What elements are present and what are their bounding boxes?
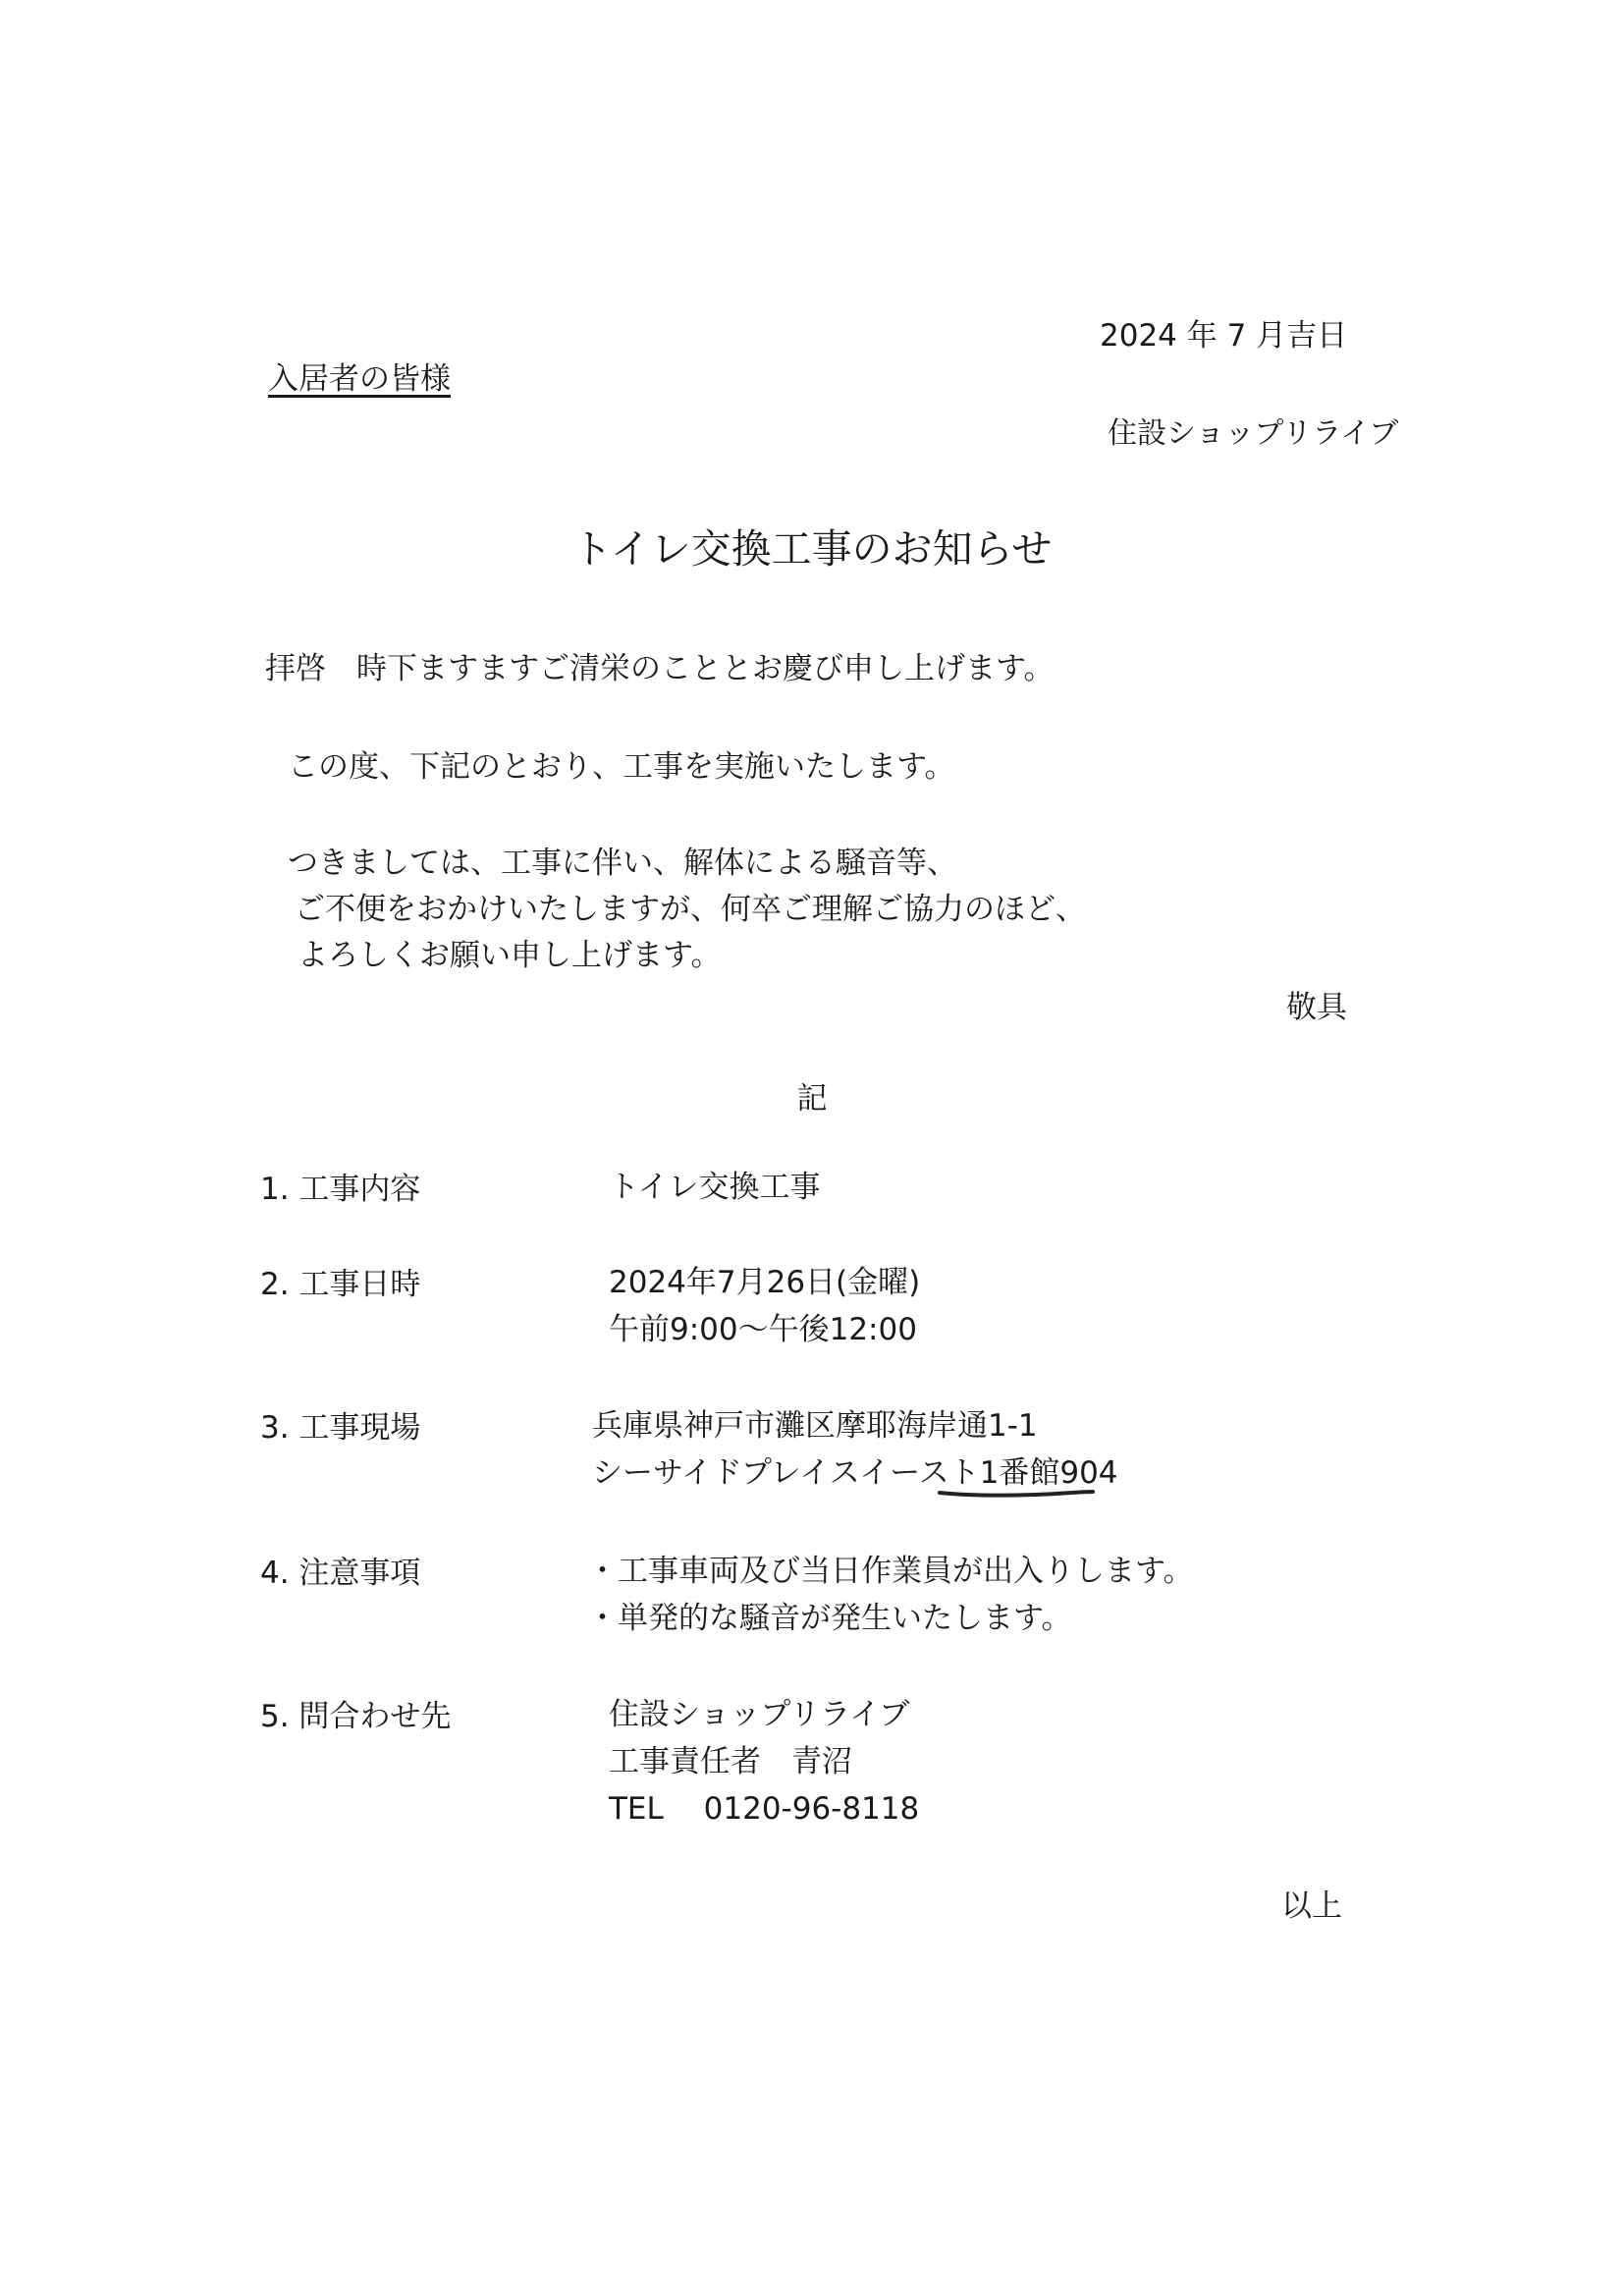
item-label: 2. 工事日時 bbox=[260, 1267, 421, 1302]
item-value: TEL 0120-96-8118 bbox=[609, 1791, 920, 1827]
recipient: 入居者の皆様 bbox=[268, 361, 451, 397]
item-label: 1. 工事内容 bbox=[260, 1172, 421, 1207]
item-value: ・工事車両及び当日作業員が出入りします。 bbox=[587, 1554, 1194, 1589]
handwritten-underline bbox=[938, 1486, 1095, 1500]
item-value: 住設ショップリライブ bbox=[609, 1697, 910, 1732]
paragraph-2-line-1: つきましては、工事に伴い、解体による騒音等、 bbox=[288, 846, 957, 881]
ki-heading: 記 bbox=[796, 1081, 828, 1117]
item-value: 工事責任者 青沼 bbox=[609, 1744, 852, 1779]
item-value: 2024年7月26日(金曜) bbox=[609, 1265, 921, 1300]
document-title: トイレ交換工事のお知らせ bbox=[571, 525, 1053, 573]
item-label: 5. 問合わせ先 bbox=[260, 1699, 452, 1734]
paragraph-2-line-3: よろしくお願い申し上げます。 bbox=[298, 938, 722, 973]
item-label: 4. 注意事項 bbox=[260, 1556, 421, 1591]
greeting: 拝啓 時下ますますご清栄のこととお慶び申し上げます。 bbox=[265, 651, 1055, 686]
item-value: トイレ交換工事 bbox=[609, 1170, 821, 1205]
closing-keigu: 敬具 bbox=[1286, 990, 1347, 1025]
item-label: 3. 工事現場 bbox=[260, 1410, 421, 1446]
item-value: ・単発的な騒音が発生いたします。 bbox=[587, 1601, 1072, 1636]
paragraph-1: この度、下記のとおり、工事を実施いたします。 bbox=[288, 749, 955, 785]
item-value: シーサイドプレイスイースト1番館904 bbox=[592, 1455, 1118, 1491]
end-ijo: 以上 bbox=[1281, 1888, 1342, 1924]
sender-company: 住設ショップリライブ bbox=[1108, 416, 1399, 451]
document-date: 2024 年 7 月吉日 bbox=[1100, 318, 1348, 354]
paragraph-2-line-2: ご不便をおかけいたしますが、何卒ご理解ご協力のほど、 bbox=[295, 892, 1086, 927]
item-value: 午前9:00～午後12:00 bbox=[609, 1312, 917, 1347]
item-value: 兵庫県神戸市灘区摩耶海岸通1-1 bbox=[592, 1408, 1038, 1444]
